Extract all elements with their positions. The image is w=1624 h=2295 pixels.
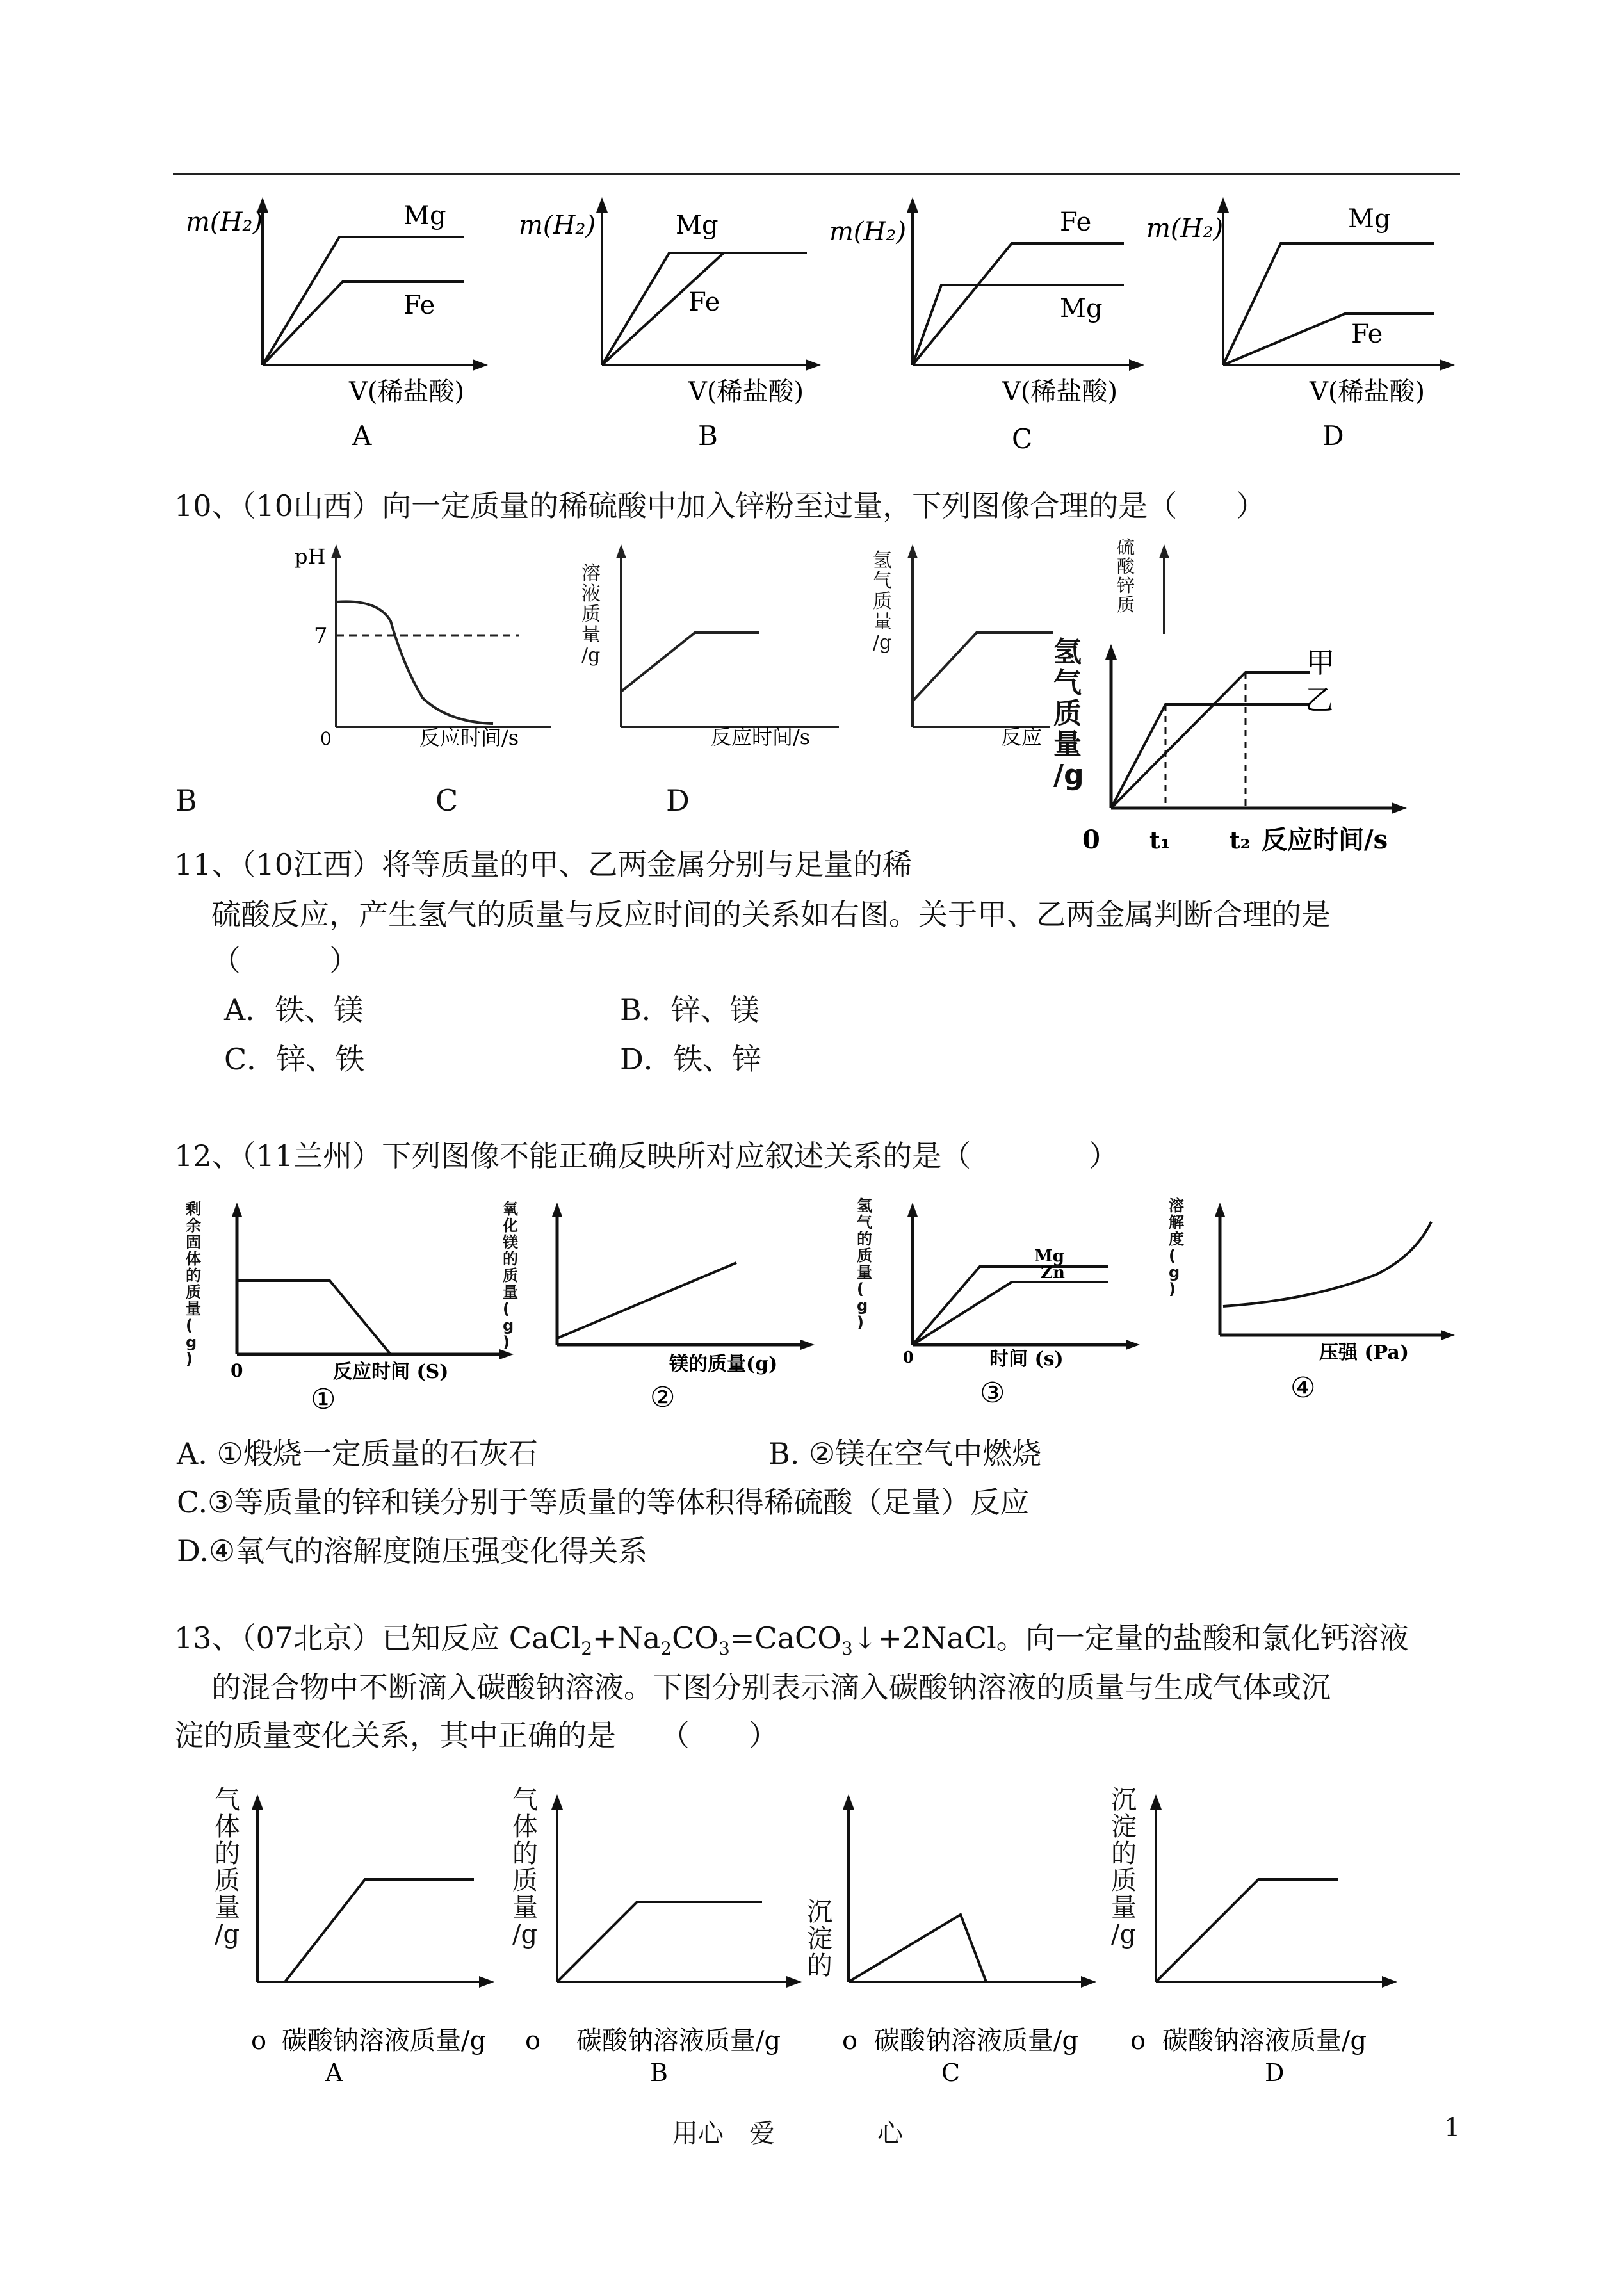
q9c-series-mg: Mg (1060, 294, 1103, 323)
q12-chart-3 (852, 1191, 1140, 1422)
q9a-ylabel: m(H₂) (186, 207, 263, 237)
q13d-xlabel: 碳酸钠溶液质量/g (1162, 2026, 1367, 2056)
q11-option-b: B．锌、镁 (620, 993, 759, 1027)
q13b-origin: o (525, 2026, 541, 2056)
q12c1-num: ① (311, 1383, 336, 1416)
q10-letter-c: C (435, 783, 459, 818)
q13b-letter: B (650, 2059, 668, 2087)
q10c2-ylabel: 溶液质量/g (581, 562, 601, 667)
q11-line1: 11、（10江西）将等质量的甲、乙两金属分别与足量的稀 (174, 847, 913, 882)
q10-chart-ph (282, 538, 564, 749)
q9b-xlabel: V(稀盐酸) (688, 377, 804, 407)
footer-text: 用心 爱 心 (672, 2119, 903, 2148)
q9b-ylabel: m(H₂) (519, 211, 596, 240)
q13-chart-c (807, 1787, 1108, 2088)
q12c3-origin: 0 (903, 1348, 914, 1366)
q10c1-origin: 0 (320, 728, 332, 749)
q10c1-tick7: 7 (314, 623, 328, 649)
q9a-series-fe: Fe (403, 291, 435, 320)
q12c3-s1: Mg (1034, 1247, 1064, 1266)
q10-letter-b: B (175, 783, 197, 818)
q12c2-num: ② (650, 1381, 676, 1414)
q10-chart-znso4-partial (1114, 538, 1191, 634)
q9a-series-mg: Mg (403, 201, 446, 231)
q12c2-ylabel: 氧化镁的质量(g) (503, 1200, 518, 1351)
q12-stem: 12、（11兰州）下列图像不能正确反映所对应叙述关系的是（ ） (174, 1139, 1119, 1173)
q9c-ylabel: m(H₂) (829, 217, 907, 247)
q9c-letter: C (1012, 423, 1033, 455)
q13a-origin: o (251, 2026, 267, 2056)
q13c-ylabel: 沉淀的 (807, 1897, 832, 1981)
q11c-t1: t₁ (1149, 827, 1171, 854)
q10c2-xlabel: 反应时间/s (711, 725, 811, 749)
q9d-series-fe: Fe (1351, 320, 1383, 349)
q11-option-c: C．锌、铁 (224, 1042, 365, 1076)
q9b-letter: B (698, 420, 718, 451)
q11c-t2: t₂ (1230, 827, 1251, 854)
q9c-xlabel: V(稀盐酸) (1002, 377, 1118, 407)
q12-chart-2 (499, 1191, 832, 1422)
q9d-letter: D (1322, 420, 1344, 451)
q13-line1a: 13、（07北京）已知反应 CaCl (174, 1621, 581, 1655)
q10-chart-solution-mass (576, 538, 845, 749)
q12-option-d: D.④氧气的溶解度随压强变化得关系 (177, 1534, 648, 1568)
q9-chart-b (512, 192, 826, 461)
q9c-series-fe: Fe (1060, 207, 1092, 237)
q11-line3: （ ） (211, 943, 359, 978)
q11c-origin: 0 (1082, 825, 1100, 855)
q11c-series1: 甲 (1306, 647, 1335, 679)
q13-line1c: CO (672, 1621, 719, 1655)
q12c1-ylabel: 剩余固体的质量(g) (186, 1200, 201, 1368)
q9a-letter: A (352, 420, 372, 451)
q12c1-xlabel: 反应时间 (S) (333, 1361, 449, 1383)
q12-option-b: B. ②镁在空气中燃烧 (768, 1436, 1042, 1471)
q9d-xlabel: V(稀盐酸) (1310, 377, 1425, 407)
q13a-letter: A (325, 2059, 343, 2087)
q13-line1d: =CaCO (729, 1621, 841, 1655)
q13d-origin: o (1130, 2026, 1146, 2056)
q11-option-d: D．铁、锌 (620, 1042, 761, 1076)
q13c-origin: o (842, 2026, 858, 2056)
q12-chart-4 (1165, 1191, 1466, 1422)
q10-stem: 10、（10山西）向一定质量的稀硫酸中加入锌粉至过量，下列图像合理的是（ ） (174, 489, 1266, 523)
q13d-ylabel: 沉淀的质量/g (1111, 1785, 1137, 1949)
q9b-series-mg: Mg (676, 211, 719, 240)
q13c-letter: C (941, 2059, 961, 2087)
q10c1-xlabel: 反应时间/s (419, 726, 519, 750)
q9-chart-c (829, 192, 1149, 461)
q9a-xlabel: V(稀盐酸) (349, 377, 465, 407)
q13-chart-a (205, 1787, 506, 2088)
q13-line1e: ↓+2NaCl。向一定量的盐酸和氯化钙溶液 (852, 1621, 1409, 1655)
q11-option-a: A．铁、镁 (224, 993, 364, 1027)
q13b-ylabel: 气体的质量/g (512, 1785, 538, 1949)
q12c3-xlabel: 时间 (s) (989, 1348, 1064, 1370)
q12-option-a: A. ①煅烧一定质量的石灰石 (177, 1436, 538, 1471)
q10c4-ylabel: 硫酸锌质 (1117, 537, 1135, 615)
q12c2-xlabel: 镁的质量(g) (669, 1353, 778, 1375)
q9-chart-d (1146, 192, 1466, 461)
q12c4-xlabel: 压强 (Pa) (1319, 1342, 1409, 1364)
q11-line2: 硫酸反应，产生氢气的质量与反应时间的关系如右图。关于甲、乙两金属判断合理的是 (211, 897, 1331, 932)
q13-chart-d (1101, 1787, 1409, 2088)
q10c3-ylabel: 氢气质量/g (873, 549, 892, 654)
q12c4-ylabel: 溶解度(g) (1169, 1197, 1184, 1298)
q12-option-c: C.③等质量的锌和镁分别于等质量的等体积得稀硫酸（足量）反应 (177, 1485, 1030, 1520)
q13-line3: 淀的质量变化关系，其中正确的是 （ ） (174, 1718, 778, 1753)
q10c3-xlabel: 反应 (1001, 725, 1043, 749)
q12c3-s2: Zn (1041, 1263, 1065, 1283)
q9b-series-fe: Fe (688, 288, 720, 317)
page-number: 1 (1444, 2113, 1461, 2143)
q10c1-ylabel: pH (295, 544, 326, 569)
q9d-ylabel: m(H₂) (1146, 214, 1224, 243)
q13-chart-b (506, 1787, 813, 2088)
q13-sub-3a: 3 (719, 1638, 730, 1660)
q11c-xlabel: 反应时间/s (1262, 825, 1388, 855)
q13c-xlabel: 碳酸钠溶液质量/g (874, 2026, 1079, 2056)
q13d-letter: D (1265, 2059, 1285, 2087)
q13-line2: 的混合物中不断滴入碳酸钠溶液。下图分别表示滴入碳酸钠溶液的质量与生成气体或沉 (211, 1670, 1331, 1705)
q13-sub-3b: 3 (841, 1638, 853, 1660)
q12c4-num: ④ (1290, 1372, 1316, 1404)
q13-line1 (174, 1619, 1409, 1668)
q11c-series2: 乙 (1305, 684, 1333, 717)
q13-sub-2a: 2 (581, 1638, 593, 1660)
header-rule (173, 173, 1460, 175)
q12c3-ylabel: 氢气的质量(g) (857, 1197, 872, 1331)
q9d-series-mg: Mg (1348, 204, 1391, 234)
q13a-ylabel: 气体的质量/g (215, 1785, 240, 1949)
q12c1-origin: 0 (231, 1360, 243, 1381)
q13a-xlabel: 碳酸钠溶液质量/g (282, 2026, 487, 2056)
q13-line1b: +Na (592, 1621, 661, 1655)
q10-letter-d: D (666, 783, 690, 818)
q12-chart-1 (186, 1191, 519, 1422)
q13b-xlabel: 碳酸钠溶液质量/g (576, 2026, 781, 2056)
q9-chart-a (179, 192, 493, 461)
q11-chart (1050, 634, 1409, 871)
q12c3-num: ③ (980, 1377, 1005, 1409)
q13-sub-2b: 2 (660, 1638, 672, 1660)
q11c-ylabel: 氢气质量/g (1053, 636, 1084, 791)
